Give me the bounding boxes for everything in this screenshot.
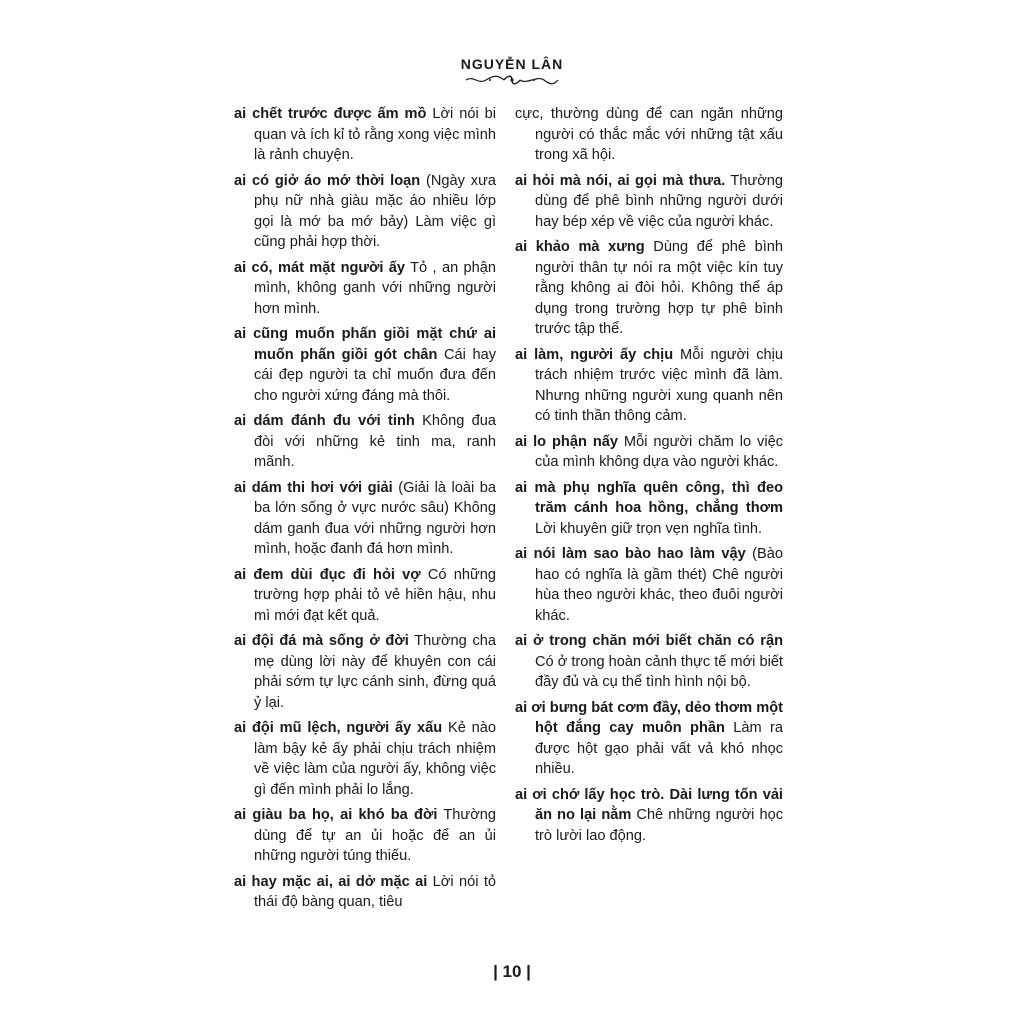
entry-term: ai đội mũ lệch, người ấy xấu [234,720,443,736]
dictionary-entry [234,478,496,560]
dictionary-entry [515,544,783,626]
dictionary-entry [234,872,496,913]
page-number: | 10 | [493,962,531,981]
entry-definition: Kẻ nào làm bậy kẻ ấy phải chịu trách nhiệm về việc làm của người ấy, không việc gì đến mình phải lo lắng. [254,720,496,798]
dictionary-entry [234,631,496,713]
dictionary-entry [515,345,783,427]
dictionary-entry [515,785,783,847]
entry-definition: Không đua đòi với những kẻ tinh ma, ranh mãnh. [254,413,496,470]
entry-definition: Lời nói bi quan và ích kỉ tỏ rằng xong việc mình là rảnh chuyện. [254,106,496,163]
entry-definition: Mỗi người chịu trách nhiệm trước việc mình đã làm. Nhưng những người xung quanh nên có tinh thần thông cảm. [535,346,783,424]
entry-term: ai hỏi mà nói, ai gọi mà thưa. [515,172,726,189]
dictionary-entry [515,171,783,233]
entry-definition: (Ngày xưa phụ nữ nhà giàu mặc áo nhiều lớp gọi là mớ ba mớ bảy) Làm việc gì cũng phải hợp thời. [254,172,496,250]
entry-term: ai đem dùi đục đi hỏi vợ [234,566,421,583]
entry-term: ai lo phận nấy [515,433,618,450]
entry-definition: Lời khuyên giữ trọn vẹn nghĩa tình. [535,520,763,537]
entry-term: ai nói làm sao bào hao làm vậy [515,546,746,562]
dictionary-entry [515,631,783,693]
entry-definition: Cái hay cái đẹp người ta chỉ muốn đưa đến cho người xứng đáng mà thôi. [254,346,496,404]
dictionary-entry-continuation [515,104,783,166]
left-column [234,104,496,918]
page-header [0,56,1024,86]
entry-term: ai có, mát mặt người ấy [234,259,406,276]
entry-term: ai có giở áo mớ thời loạn [234,172,421,189]
entry-term: ai làm, người ấy chịu [515,346,674,363]
dictionary-entry [234,324,496,406]
entry-definition: Chê những người học trò lười lao động. [535,807,783,844]
entry-definition: Lời nói tỏ thái độ bàng quan, tiêu [254,873,496,910]
author-name: NGUYỄN LÂN [460,56,564,72]
entry-term: ai dám đánh đu với tinh [234,413,415,429]
dictionary-entry [515,432,783,473]
entry-term: ai dám thi hơi với giải [234,479,393,496]
entry-definition: (Bào hao có nghĩa là gầm thét) Chê người hùa theo người khác, theo đuôi người khác. [535,546,783,624]
dictionary-entry [515,698,783,780]
entry-definition: Làm ra được hột gạo phải vất vả khó nhọc nhiều. [535,720,783,777]
right-column [515,104,783,851]
entry-term: ai cũng muốn phấn giồi mặt chứ ai muốn phấn giồi gót chân [234,326,496,363]
dictionary-entry [234,805,496,867]
entry-definition: cực, thường dùng để can ngăn những người có thắc mắc với những tật xấu trong xã hội. [515,106,783,163]
entry-term: ai khảo mà xưng [515,239,645,255]
dictionary-entry [234,718,496,800]
dictionary-entry [234,171,496,253]
entry-definition: Dùng để phê bình người thân tự nói ra một việc kín tuy rằng không ai đòi hỏi. Không thể áp dụng trong trường hợp tự phê bình trước tập thể. [535,239,783,337]
dictionary-entry [234,104,496,166]
entry-term: ai mà phụ nghĩa quên công, thì đeo trăm cánh hoa hồng, chẳng thơm [515,479,783,516]
entry-term: ai ơi chớ lấy học trò. Dài lưng tốn vải ăn no lại nằm [515,786,783,823]
entry-definition: Thường dùng để phê bình những người dưới hay bép xép về việc của người khác. [535,172,783,230]
decorative-flourish-icon [464,74,560,86]
entry-term: ai giàu ba họ, ai khó ba đời [234,807,438,823]
entry-term: ai hay mặc ai, ai dở mặc ai [234,873,428,890]
entry-definition: (Giải là loài ba ba lớn sống ở vực nước sâu) Không dám ganh đua với những người hơn mình, hoặc đanh đá hơn mình. [254,479,496,557]
entry-definition: Có những trường hợp phải tỏ vẻ hiền hậu, nhu mì mới đạt kết quả. [254,566,496,624]
dictionary-entry [234,258,496,320]
entry-term: ai ơi bưng bát cơm đầy, dẻo thơm một hột đắng cay muôn phần [515,699,783,736]
entry-definition: Thường dùng để tự an ủi hoặc để an ủi những người túng thiếu. [254,807,496,864]
entry-definition: Có ở trong hoàn cảnh thực tế mới biết đầy đủ và cụ thể tình hình nội bộ. [535,653,783,690]
dictionary-entry [515,237,783,340]
entry-definition: Thường cha mẹ dùng lời này để khuyên con cái phải sớm tự lực cánh sinh, đừng quá ỷ lại. [254,633,496,711]
entry-term: ai đội đá mà sống ở đời [234,633,409,649]
dictionary-entry [515,478,783,540]
dictionary-entry [234,565,496,627]
entry-definition: Tỏ , an phận mình, không ganh với những người hơn mình. [254,259,497,317]
dictionary-entry [234,411,496,473]
entry-term: ai ở trong chăn mới biết chăn có rận [515,633,783,649]
entry-term: ai chết trước được ấm mồ [234,106,427,122]
entry-definition: Mỗi người chăm lo việc của mình không dựa vào người khác. [535,433,784,470]
